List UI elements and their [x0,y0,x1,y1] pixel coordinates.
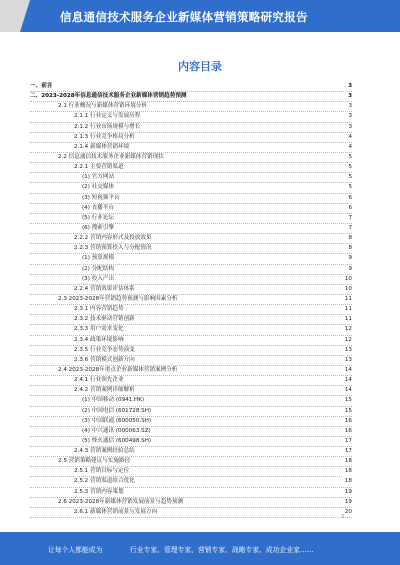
toc-entry-page: 17 [343,447,352,456]
toc-entry-page: 13 [343,346,352,355]
toc-entry-title: 2.1 行业概况与新媒体营销环境分析 [58,103,147,110]
toc-entry[interactable] [30,254,352,264]
toc-entry[interactable] [30,82,352,92]
toc-entry-page: 4 [346,143,352,152]
toc-entry-title: 2.2 信息通信技术服务企业新媒体营销现状 [58,153,164,160]
toc-entry-page: 5 [346,153,352,162]
toc-entry-title: 2.2.1 主要营销渠道 [74,164,124,171]
toc-entry[interactable] [30,447,352,457]
toc-entry-page: 5 [346,173,352,182]
toc-entry-title: 2.3.3 用户需求变化 [74,326,124,333]
toc-entry-title: (2) 社交媒体 [82,184,115,191]
toc-entry-page: 11 [343,315,352,324]
toc-entry-title: 2.3.1 内容营销趋势 [74,306,124,313]
toc-entry[interactable] [30,143,352,153]
toc-entry-title: 2.6 2023-2028年新媒体营销发展前景与趋势预测 [58,498,184,505]
toc-entry[interactable] [30,498,352,508]
toc-entry-title: 2.4.1 行业领先企业 [74,377,124,384]
toc-entry[interactable] [30,325,352,335]
header-accent-bar [0,0,20,32]
toc-entry[interactable] [30,92,352,102]
toc-entry-page: 7 [346,224,352,233]
toc-entry-title: (4) 直播平台 [82,204,115,211]
toc-entry[interactable] [30,427,352,437]
toc-entry-title: (1) 预算规模 [82,255,115,262]
toc-entry-page: 3 [346,102,352,111]
toc-entry-page: 6 [346,204,352,213]
toc-entry-title: (1) 官方网站 [82,174,115,181]
toc-entry-page: 16 [343,417,352,426]
toc-entry[interactable] [30,265,352,275]
toc-entry-title: (6) 搜索引擎 [82,224,115,231]
toc-entry-page: 10 [343,275,352,284]
toc-entry-title: (2) 中国电信 (601728.SH) [82,407,152,414]
toc-entry[interactable] [30,477,352,487]
toc-entry-title: 2.3.5 行业竞争态势演变 [74,346,135,353]
toc-entry-page: 20 [343,508,352,517]
toc-entry-page: 19 [343,498,352,507]
toc-entry-page: 9 [346,265,352,274]
toc-entry[interactable] [30,102,352,112]
toc-entry[interactable] [30,285,352,295]
toc-heading: 内容目录 [178,60,222,73]
toc-entry-title: 2.4 2023-2028年重点企业新媒体营销案例分析 [58,366,178,373]
report-title: 信息通信技术服务企业新媒体营销策略研究报告 [60,10,308,24]
toc-entry-page: 14 [343,366,352,375]
toc-entry-title: 2.1.1 行业定义与发展历程 [74,113,141,120]
toc-entry-page: 18 [343,457,352,466]
toc-entry-title: 2.4.3 营销案例经验总结 [74,448,135,455]
toc-entry-page: 13 [343,356,352,365]
toc-entry[interactable] [30,123,352,133]
toc-entry-title: 2.3 2023-2028年营销趋势预测与影响因素分析 [58,295,178,302]
toc-entry[interactable] [30,366,352,376]
toc-entry[interactable] [30,112,352,122]
toc-entry[interactable] [30,305,352,315]
toc-entry[interactable] [30,214,352,224]
toc-entry-page: 18 [343,477,352,486]
toc-entry-page: 5 [346,163,352,172]
toc-entry[interactable] [30,386,352,396]
toc-entry-page: 8 [346,244,352,253]
toc-entry[interactable] [30,417,352,427]
toc-entry-page: 6 [346,194,352,203]
toc-entry[interactable] [30,315,352,325]
toc-entry-page: 12 [343,336,352,345]
footer-tagline: 行业专家、管理专家、营销专家、战略专家、成功企业家…… [130,546,314,554]
toc-entry-page: 17 [343,437,352,446]
toc-entry[interactable] [30,437,352,447]
toc-entry-page: 3 [346,82,352,91]
toc-entry-title: (5) 烽火通信 (600498.SH) [82,437,152,444]
toc-entry[interactable] [30,173,352,183]
toc-entry[interactable] [30,295,352,305]
toc-entry-page: 16 [343,427,352,436]
toc-entry-page: 11 [343,295,352,304]
toc-entry[interactable] [30,396,352,406]
toc-entry[interactable] [30,153,352,163]
toc-entry-page: 10 [343,285,352,294]
footer-slogan: 让每个人都能成为 [48,546,103,554]
toc-entry-title: (1) 中国移动 (0941.HK) [82,397,145,404]
toc-entry-title: 2.3.2 技术驱动营销创新 [74,316,135,323]
toc-entry[interactable] [30,183,352,193]
toc-entry[interactable] [30,133,352,143]
page-number: 2 [341,514,345,520]
toc-entry-title: 2.1.2 行业市场规模与增长 [74,123,141,130]
toc-entry[interactable] [30,163,352,173]
toc-entry-title: (2) 分配结构 [82,265,115,272]
toc-entry-title: 一、前言 [30,83,53,89]
toc-entry-title: 2.2.3 营销预算投入与分配情况 [74,245,152,252]
toc-entry-page: 4 [346,133,352,142]
toc-entry-page: 14 [343,386,352,395]
toc-entry[interactable] [30,234,352,244]
toc-entry-page: 14 [343,376,352,385]
toc-entry[interactable] [30,336,352,346]
toc-entry-title: 二、2023-2028年信息通信技术服务企业新媒体营销趋势预测 [30,93,187,100]
page-header [0,0,400,32]
toc-entry-page: 15 [343,407,352,416]
toc-entry-page: 11 [343,305,352,314]
toc-entry[interactable] [30,457,352,467]
toc-entry-title: 2.2.2 营销内容形式及投放效果 [74,235,152,242]
toc-entry-page: 5 [346,183,352,192]
toc-entry-page: 3 [346,112,352,121]
toc-entry[interactable] [30,224,352,234]
toc-entry-page: 19 [343,488,352,497]
toc-entry-title: 2.3.4 政策环境影响 [74,336,124,343]
toc-entry-title: (5) 行业论坛 [82,214,115,221]
toc-entry-title: 2.5 营销策略建议与实施路径 [58,458,131,465]
toc-entry[interactable] [30,275,352,285]
toc-entry-title: 2.5.1 营销目标与定位 [74,468,130,475]
toc-entry-page: 9 [346,254,352,263]
toc-entry[interactable] [30,488,352,498]
toc-entry-title: 2.6.1 新媒体营销前景与发展方向 [74,508,158,515]
toc-entry-title: (3) 短视频平台 [82,194,120,201]
toc-entry-title: 2.3.6 营销模式创新方向 [74,356,135,363]
toc-entry-title: 2.5.2 营销渠道组合优化 [74,478,135,485]
page-footer [0,532,400,565]
table-of-contents [30,82,352,518]
toc-entry-title: (4) 中兴通讯 (000063.SZ) [82,427,151,434]
toc-entry-title: 2.4.2 营销案例详细解析 [74,387,135,394]
toc-entry-page: 8 [346,234,352,243]
toc-entry-page: 3 [346,92,352,101]
toc-entry-title: (3) 投入产出 [82,275,115,282]
toc-entry-title: 2.1.4 新媒体营销环境 [74,143,130,150]
toc-entry-title: 2.5.3 营销内容策划 [74,488,124,495]
toc-entry[interactable] [30,407,352,417]
toc-entry-title: 2.2.4 营销效果评估体系 [74,285,135,292]
toc-entry[interactable] [30,204,352,214]
toc-entry[interactable] [30,346,352,356]
toc-entry[interactable] [30,376,352,386]
toc-entry-page: 3 [346,123,352,132]
toc-entry-title: 2.1.3 行业竞争格局分析 [74,133,135,140]
toc-entry[interactable] [30,194,352,204]
toc-entry[interactable] [30,467,352,477]
toc-entry-page: 15 [343,396,352,405]
toc-entry-page: 12 [343,325,352,334]
toc-entry[interactable] [30,356,352,366]
toc-entry-title: (3) 中国联通 (600050.SH) [82,417,152,424]
toc-entry-page: 18 [343,467,352,476]
toc-entry[interactable] [30,508,352,518]
toc-entry-page: 7 [346,214,352,223]
toc-entry[interactable] [30,244,352,254]
